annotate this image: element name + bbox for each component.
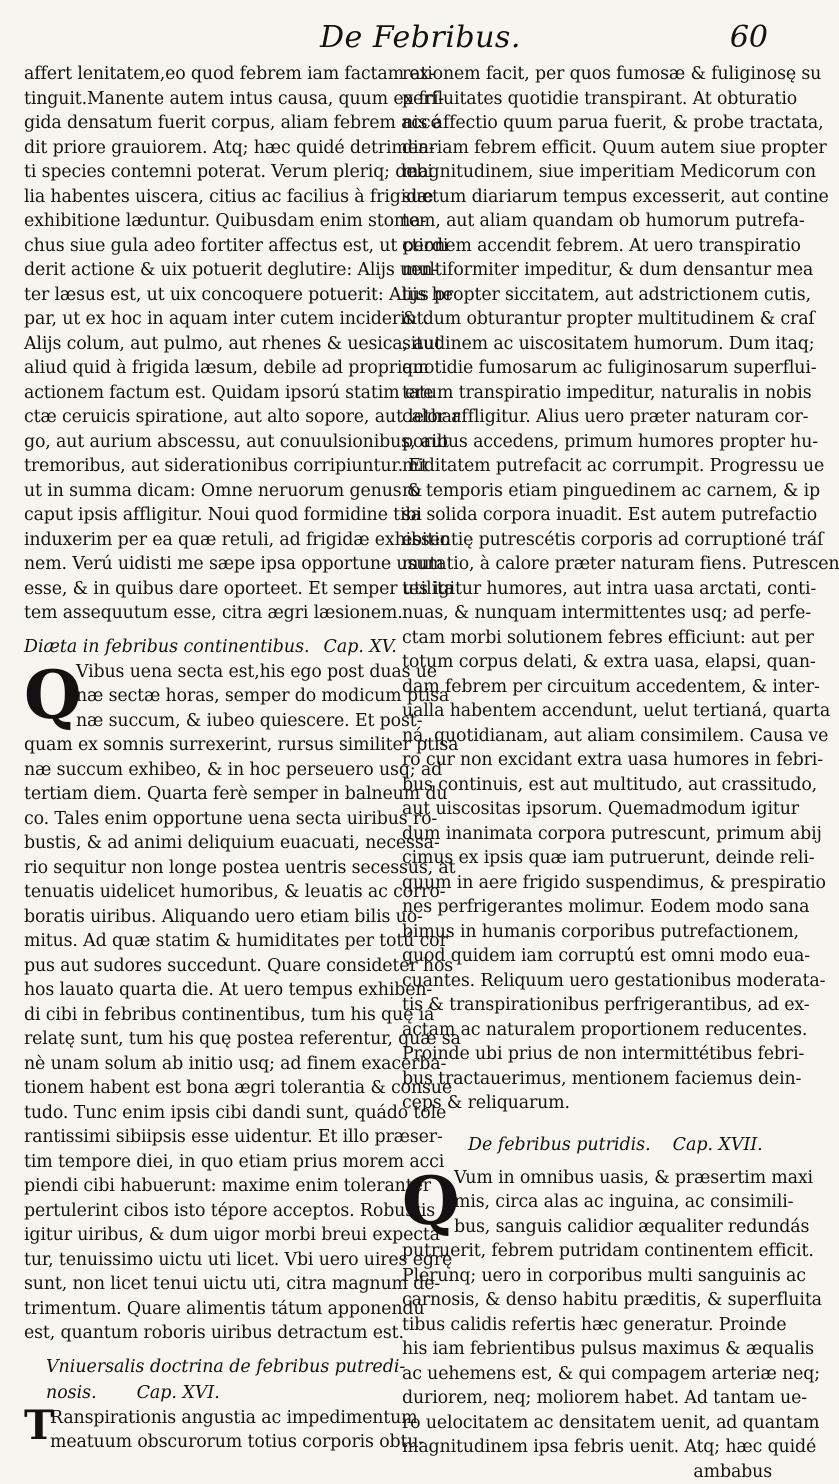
text-line: mis, circa alas ac inguina, ac consimili- xyxy=(402,1190,772,1215)
text-line: esse, & in quibus dare oporteet. Et semper utilita xyxy=(24,577,396,602)
text-line: dum inanimata corpora putrescunt, primum abij xyxy=(402,822,772,847)
text-line: dit priore grauiorem. Atq; hæc quidé detrimen- xyxy=(24,136,396,161)
paragraph-dropcap-15 xyxy=(24,660,396,734)
text-line: derit actione & uix potuerit deglutire: Alijs uen- xyxy=(24,258,396,283)
text-line: ceps & reliquarum. xyxy=(402,1091,772,1116)
text-line: tionem habent est bona ægri tolerantia & consue xyxy=(24,1076,396,1101)
text-line: ctæ ceruicis spiratione, aut alto sopore, aut lethar xyxy=(24,405,396,430)
text-line: Ranspirationis angustia ac impedimentum xyxy=(50,1406,396,1431)
text-line: tenuatis uidelicet humoribus, & leuatis ac corro- xyxy=(24,880,396,905)
text-line: aliud quid à frigida læsum, debile ad propriam xyxy=(24,356,396,381)
running-title: De Febribus. xyxy=(320,20,521,55)
text-line: tertiam diem. Quarta ferè semper in balneum du xyxy=(24,782,396,807)
chapter-title: Vniuersalis doctrina de febribus putredi- xyxy=(46,1357,405,1377)
text-line: nes perfrigerantes molimur. Eodem modo sana xyxy=(402,895,772,920)
text-line: ctam morbi solutionem febres efficiunt: aut per xyxy=(402,626,772,651)
text-line: quotidie fumosarum ac fuliginosarum superflui- xyxy=(402,356,772,381)
text-line: totum corpus delati, & extra uasa, elapsi, quan- xyxy=(402,650,772,675)
text-line: næ sectæ horas, semper do modicum ptisa xyxy=(24,684,396,709)
text-line: rio sequitur non longe postea uentris secessus, at xyxy=(24,856,396,881)
text-line: putruerit, febrem putridam continentem efficit. xyxy=(402,1239,772,1264)
text-line: mutatio, à calore præter naturam fiens. Putrescen xyxy=(402,552,772,577)
text-line: go, aut aurium abscessu, aut conuulsionibus, aut xyxy=(24,430,396,455)
text-line: duriorem, neq; moliorem habet. Ad tantam ue- xyxy=(402,1386,772,1411)
text-line: nem. Verú uidisti me sæpe ipsa opportune usum xyxy=(24,552,396,577)
text-line: bus tractauerimus, mentionem faciemus dein- xyxy=(402,1067,772,1092)
text-line: cimus ex ipsis quæ iam putruerunt, deinde reli- xyxy=(402,846,772,871)
chapter-heading-17 xyxy=(402,1132,772,1158)
text-line: suetum diariarum tempus excesserit, aut contine xyxy=(402,185,772,210)
text-line: poribus accedens, primum humores propter hu- xyxy=(402,430,772,455)
text-line: piendi cibi habuerunt: maxime enim toleranter xyxy=(24,1174,396,1199)
text-line: sa solida corpora inuadit. Est autem putrefactio xyxy=(402,503,772,528)
left-text-block-a xyxy=(24,62,396,626)
text-line: ro temporis etiam pinguedinem ac carnem, & ip xyxy=(402,479,772,504)
chapter-title-cont: nosis. xyxy=(46,1383,97,1403)
text-line: ac uehemens est, & qui compagem arteriæ neq; xyxy=(402,1362,772,1387)
drop-cap: Q xyxy=(402,1168,460,1234)
text-line: quum in aere frigido suspendimus, & prespiratio xyxy=(402,871,772,896)
text-line: quam ex somnis surrexerint, rursus similiter ptisa xyxy=(24,733,396,758)
text-line: & dum obturantur propter multitudinem & craſ xyxy=(402,307,772,332)
text-line: his iam febrientibus pulsus maximus & æqualis xyxy=(402,1337,772,1362)
text-line: perfluitates quotidie transpirant. At obturatio xyxy=(402,87,772,112)
text-line: ro cur non excidant extra uasa humores in febri- xyxy=(402,748,772,773)
text-line: pus aut sudores succedunt. Quare consideter hos xyxy=(24,954,396,979)
right-column xyxy=(402,62,772,1332)
text-line: calor affligitur. Alius uero præter naturam cor- xyxy=(402,405,772,430)
text-line: tremoribus, aut siderationibus corripiuntur. Et xyxy=(24,454,396,479)
text-line: næ succum exhibeo, & in hoc perseuero usq; ad xyxy=(24,758,396,783)
text-line: exhibitione læduntur. Quibusdam enim stoma- xyxy=(24,209,396,234)
chapter-number: Cap. XVI. xyxy=(137,1383,220,1403)
text-line: caput ipsis affligitur. Noui quod formidine tibi xyxy=(24,503,396,528)
text-line: Alijs colum, aut pulmo, aut rhenes & uesica, aut xyxy=(24,332,396,357)
catchword: ambabus xyxy=(402,1460,772,1484)
text-line: chus siue gula adeo fortiter affectus est, ut perdi xyxy=(24,234,396,259)
text-line: magnitudinem, siue imperitiam Medicorum con xyxy=(402,160,772,185)
left-text-block-b xyxy=(24,733,396,1346)
paragraph-dropcap-16 xyxy=(24,1406,396,1455)
text-line: tus propter siccitatem, aut adstrictionem cutis, xyxy=(402,283,772,308)
text-line: quod quidem iam corruptú est omni modo eua- xyxy=(402,944,772,969)
text-line: par, ut ex hoc in aquam inter cutem inciderint. xyxy=(24,307,396,332)
text-line: bus continuis, est aut multitudo, aut crassitudo, xyxy=(402,773,772,798)
text-line: tis & transpirationibus perfrigerantibus, ad ex- xyxy=(402,993,772,1018)
chapter-number: Cap. XV. xyxy=(324,637,397,657)
text-line: tur, tenuissimo uictu uti licet. Vbi uero uires egrę xyxy=(24,1248,396,1273)
text-line: miditatem putrefacit ac corrumpit. Progressu ue xyxy=(402,454,772,479)
text-line: situdinem ac uiscositatem humorum. Dum itaq; xyxy=(402,332,772,357)
chapter-title: De febribus putridis. xyxy=(468,1135,651,1155)
text-line: diariam febrem efficit. Quum autem siue propter xyxy=(402,136,772,161)
text-line: bus, sanguis calidior æqualiter redundás xyxy=(402,1215,772,1240)
text-line: Vum in omnibus uasis, & præsertim maxi xyxy=(402,1166,772,1191)
right-text-block-a xyxy=(402,62,772,1116)
text-line: ná, quotidianam, aut aliam consimilem. Causa ve xyxy=(402,724,772,749)
text-line: tes igitur humores, aut intra uasa arctati, conti- xyxy=(402,577,772,602)
chapter-number: Cap. XVII. xyxy=(673,1135,763,1155)
text-line: boratis uiribus. Aliquando uero etiam bilis uo- xyxy=(24,905,396,930)
page-number: 60 xyxy=(730,20,768,55)
text-line: magnitudinem ipsa febris uenit. Atq; hæc quidé xyxy=(402,1435,772,1460)
text-line: tinguit.Manente autem intus causa, quum ex fri- xyxy=(24,87,396,112)
text-line: actam ac naturalem proportionem reducentes. xyxy=(402,1018,772,1043)
text-line: tim tempore diei, in quo etiam prius morem acci xyxy=(24,1150,396,1175)
text-line: ti species contemni poterat. Verum pleriq; debi xyxy=(24,160,396,185)
text-line: gida densatum fuerit corpus, aliam febrem accé xyxy=(24,111,396,136)
text-line: relatę sunt, tum his quę postea referentur, quæ sa xyxy=(24,1027,396,1052)
drop-cap: T xyxy=(24,1406,54,1446)
text-line: lia habentes uiscera, citius ac facilius à frigidæ xyxy=(24,185,396,210)
text-line: tudo. Tunc enim ipsis cibi dandi sunt, quádo tole xyxy=(24,1101,396,1126)
running-head xyxy=(0,14,800,62)
text-line: rantissimi sibiipsis esse uidentur. Et illo præser- xyxy=(24,1125,396,1150)
paragraph-dropcap-17 xyxy=(402,1166,772,1240)
chapter-heading-16 xyxy=(24,1354,396,1380)
text-line: trimentum. Quare alimentis tátum apponendú xyxy=(24,1297,396,1322)
text-line: hos lauato quarta die. At uero tempus exhiben- xyxy=(24,978,396,1003)
text-line: Proinde ubi prius de non intermittétibus febri- xyxy=(402,1042,772,1067)
text-line: di cibi in febribus continentibus, tum his quę iá xyxy=(24,1003,396,1028)
text-line: essentię putrescétis corporis ad corruptioné tráſ xyxy=(402,528,772,553)
text-line: affert lenitatem,eo quod febrem iam factam ex- xyxy=(24,62,396,87)
text-line: ut in summa dicam: Omne neruorum genus & xyxy=(24,479,396,504)
text-line: bimus in humanis corporibus putrefactionem, xyxy=(402,920,772,945)
text-line: Plerunq; uero in corporibus multi sanguinis ac xyxy=(402,1264,772,1289)
right-text-block-b xyxy=(402,1239,772,1460)
text-line: carnosis, & denso habitu præditis, & superfluita xyxy=(402,1288,772,1313)
text-line: Vibus uena secta est,his ego post duas ue xyxy=(24,660,396,685)
text-line: rationem facit, per quos fumosæ & fuliginosę su xyxy=(402,62,772,87)
chapter-title: Diæta in febribus continentibus. xyxy=(24,637,310,657)
text-line: induxerim per ea quæ retuli, ad frigidæ exhibitio xyxy=(24,528,396,553)
chapter-heading-16-cont xyxy=(24,1380,396,1406)
text-line: est, quantum roboris uiribus detractum est. xyxy=(24,1321,396,1346)
left-column xyxy=(24,62,396,1332)
text-line: tem, aut aliam quandam ob humorum putrefa- xyxy=(402,209,772,234)
text-line: næ succum, & iubeo quiescere. Et post- xyxy=(24,709,396,734)
text-line: multiformiter impeditur, & dum densantur mea xyxy=(402,258,772,283)
text-line: aut uiscositas ipsorum. Quemadmodum igitur xyxy=(402,797,772,822)
text-line: ro uelocitatem ac densitatem uenit, ad quantam xyxy=(402,1411,772,1436)
text-line: pertulerint cibos isto tépore acceptos. Robustis xyxy=(24,1199,396,1224)
text-line: tem assequutum esse, citra ægri læsionem. xyxy=(24,601,396,626)
text-line: cuantes. Reliquum uero gestationibus moderata- xyxy=(402,969,772,994)
text-line: nis affectio quum parua fuerit, & probe tractata, xyxy=(402,111,772,136)
text-line: actionem factum est. Quidam ipsorú statim ere xyxy=(24,381,396,406)
text-line: tibus calidis refertis hæc generatur. Proinde xyxy=(402,1313,772,1338)
text-line: meatuum obscurorum totius corporis obtu- xyxy=(50,1430,396,1455)
text-line: sunt, non licet tenui uictu uti, citra magnum de- xyxy=(24,1272,396,1297)
text-line: ualla habentem accendunt, uelut tertianá, quarta xyxy=(402,699,772,724)
text-line: bustis, & ad animi deliquium euacuati, necessa- xyxy=(24,831,396,856)
text-line: igitur uiribus, & dum uigor morbi breui expecta xyxy=(24,1223,396,1248)
text-line: nè unam solum ab initio usq; ad finem exacerba- xyxy=(24,1052,396,1077)
text-line: dam febrem per circuitum accedentem, & inter- xyxy=(402,675,772,700)
text-line: ctionem accendit febrem. At uero transpiratio xyxy=(402,234,772,259)
drop-cap: Q xyxy=(24,662,82,728)
text-line: tatum transpiratio impeditur, naturalis in nobis xyxy=(402,381,772,406)
left-text-block-c xyxy=(24,1406,396,1455)
text-line: ter læsus est, ut uix concoquere potuerit: Alijs he xyxy=(24,283,396,308)
text-line: mitus. Ad quæ statim & humiditates per totú cor xyxy=(24,929,396,954)
text-line: nuas, & nunquam intermittentes usq; ad perfe- xyxy=(402,601,772,626)
text-line: co. Tales enim opportune uena secta uiribus ro- xyxy=(24,807,396,832)
